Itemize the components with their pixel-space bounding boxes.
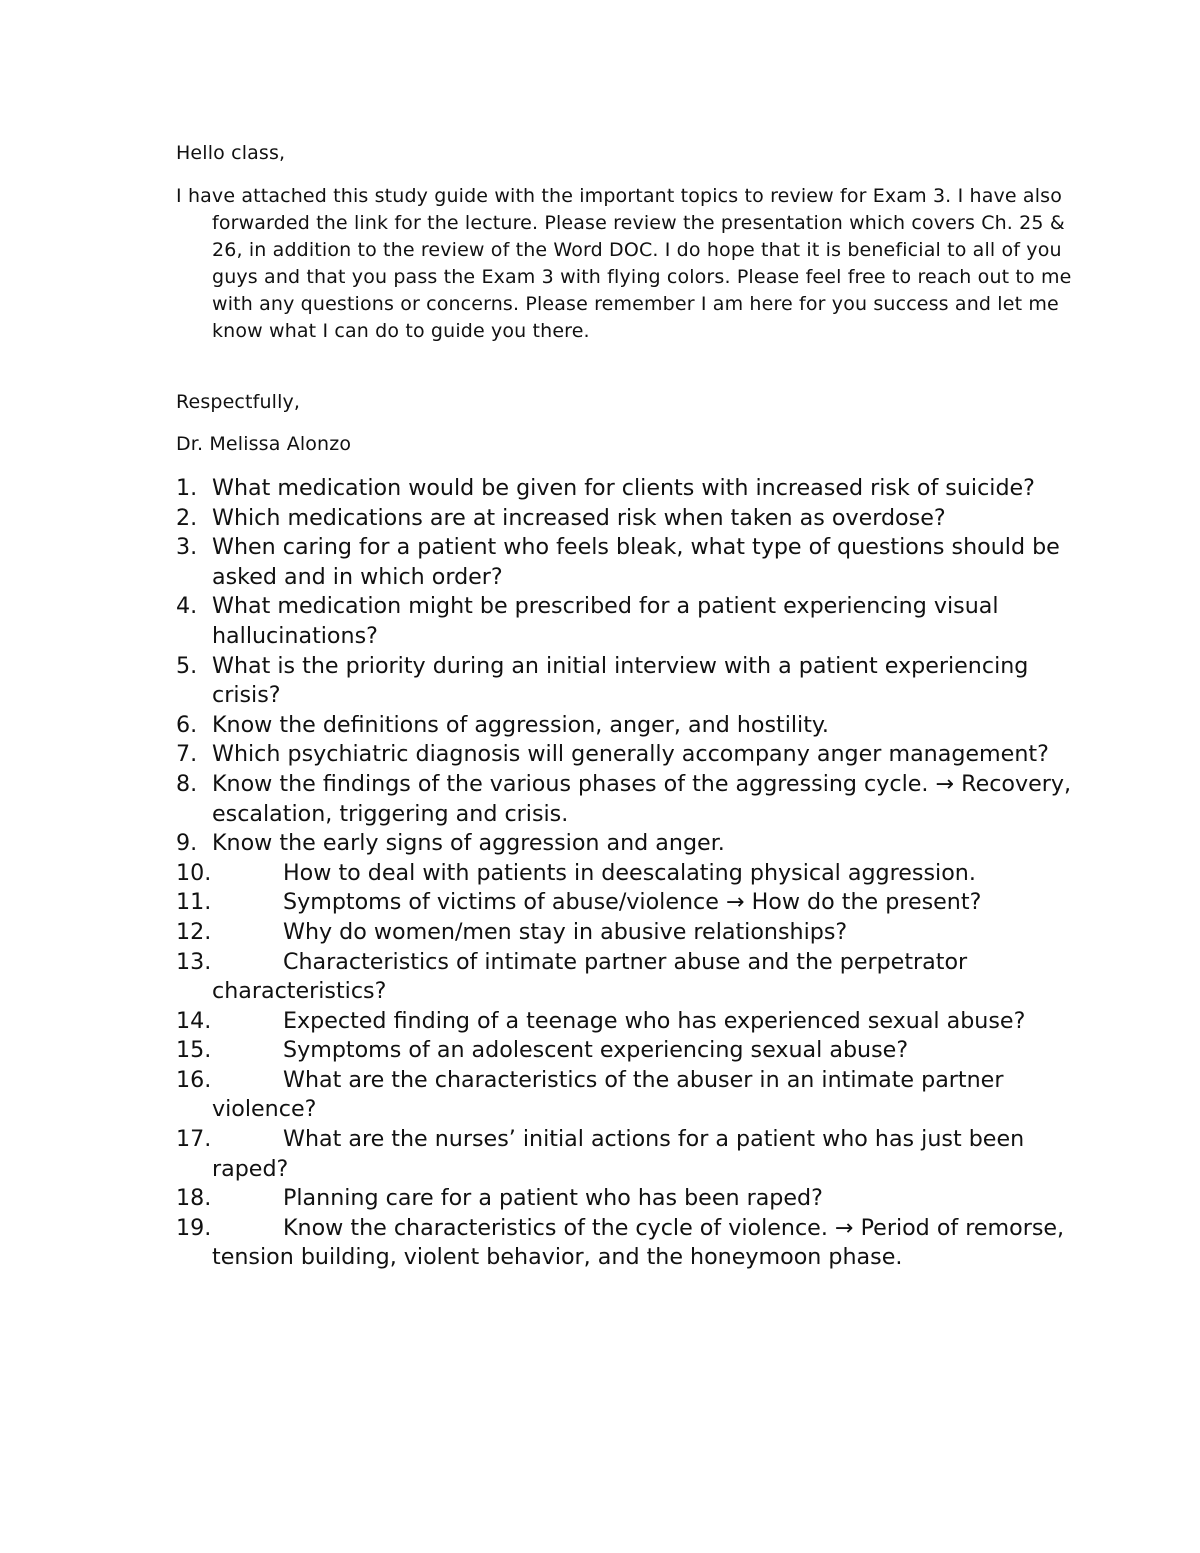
list-number: 8.: [176, 770, 198, 797]
list-text: What is the priority during an initial interview with a patient experiencing crisis?: [212, 652, 1029, 709]
list-item: [176, 888, 1076, 918]
list-number: 15.: [176, 1037, 212, 1064]
list-item: [176, 1036, 1076, 1066]
list-number: 11.: [176, 889, 212, 916]
list-item: [176, 948, 1076, 1007]
list-item: [176, 859, 1076, 889]
list-number: 18.: [176, 1185, 212, 1212]
list-text: Characteristics of intimate partner abuse and the perpetrator characteristics?: [212, 948, 968, 1005]
intro-paragraph: I have attached this study guide with the important topics to review for Exam 3. I have also forwarded the link for the lecture. Please review the presentation which covers Ch. 25 & 26, in addition to the review of the Word DOC. I do hope that it is beneficial to all of you guys and that you pass the Exam 3 with flying colors. Please feel free to reach out to me with any questions or concerns. Please remember I am here for you success and let me know what I can do to guide you there.: [176, 185, 1072, 342]
list-item: [176, 829, 1076, 859]
list-item: [176, 1214, 1076, 1273]
list-item: [176, 652, 1076, 711]
list-text: Which medications are at increased risk when taken as overdose?: [212, 504, 946, 531]
list-item: [176, 1066, 1076, 1125]
list-number: 4.: [176, 593, 198, 620]
list-number: 1.: [176, 475, 198, 501]
list-text: What are the characteristics of the abuser in an intimate partner violence?: [212, 1066, 1004, 1123]
list-text: What are the nurses’ initial actions for a patient who has just been raped?: [212, 1126, 1025, 1182]
list-text: Know the definitions of aggression, anger, and hostility.: [212, 711, 829, 738]
list-number: 9.: [176, 830, 198, 857]
list-number: 16.: [176, 1066, 212, 1093]
list-text: When caring for a patient who feels bleak, what type of questions should be asked and in which order?: [212, 534, 1060, 590]
list-item: [176, 770, 1076, 829]
list-item: [176, 918, 1076, 948]
list-item: [176, 1125, 1076, 1184]
greeting: Hello class,: [176, 142, 286, 164]
list-text: What medication might be prescribed for a patient experiencing visual hallucinations?: [212, 593, 999, 649]
list-number: 6.: [176, 711, 198, 738]
list-number: 10.: [176, 859, 212, 886]
list-text: Which psychiatric diagnosis will generally accompany anger management?: [212, 741, 1049, 768]
list-number: 3.: [176, 534, 198, 561]
list-text: Know the early signs of aggression and anger.: [212, 830, 725, 857]
list-text: Symptoms of an adolescent experiencing sexual abuse?: [283, 1037, 909, 1064]
list-item: [176, 711, 1076, 741]
list-item: [176, 1184, 1076, 1214]
list-number: 19.: [176, 1214, 212, 1241]
list-text: What medication would be given for clients with increased risk of suicide?: [212, 475, 1035, 501]
signature: Dr. Melissa Alonzo: [176, 433, 352, 455]
list-item: [176, 1007, 1076, 1037]
closing: Respectfully,: [176, 391, 301, 413]
list-number: 14.: [176, 1007, 212, 1034]
list-text: Symptoms of victims of abuse/violence → How do the present?: [283, 889, 982, 916]
list-text: Know the findings of the various phases of the aggressing cycle. → Recovery, escalation, triggering and crisis.: [212, 770, 1072, 827]
list-item: [176, 592, 1076, 651]
list-text: How to deal with patients in deescalating physical aggression.: [283, 859, 976, 886]
list-number: 13.: [176, 948, 212, 975]
list-number: 7.: [176, 741, 198, 768]
study-questions-list: [176, 474, 1076, 1273]
list-text: Why do women/men stay in abusive relationships?: [283, 918, 848, 945]
list-item: [176, 740, 1076, 770]
list-item: [176, 504, 1076, 534]
list-text: Expected finding of a teenage who has experienced sexual abuse?: [283, 1007, 1026, 1034]
list-text: Planning care for a patient who has been raped?: [283, 1185, 823, 1212]
list-number: 5.: [176, 652, 198, 679]
list-text: Know the characteristics of the cycle of violence. → Period of remorse, tension building, violent behavior, and the honeymoon phase.: [212, 1214, 1065, 1271]
list-number: 12.: [176, 918, 212, 945]
list-number: 17.: [176, 1126, 212, 1153]
list-item: [176, 474, 1076, 504]
list-number: 2.: [176, 504, 198, 531]
list-item: [176, 533, 1076, 592]
